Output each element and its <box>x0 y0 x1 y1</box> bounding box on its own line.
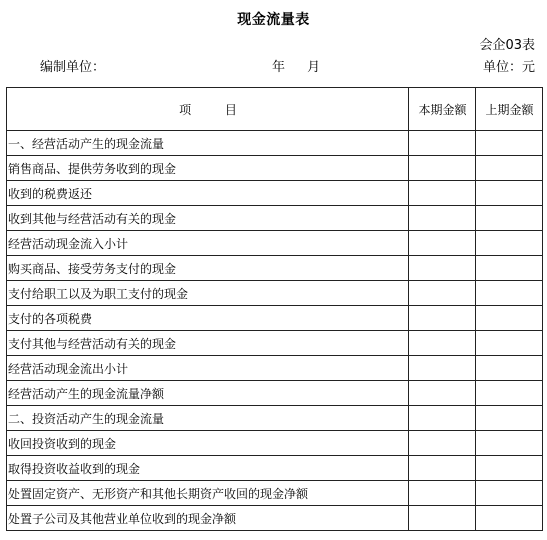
table-header-row <box>7 88 543 131</box>
row-item-label: 二、投资活动产生的现金流量 <box>7 406 409 431</box>
table-row <box>7 456 543 481</box>
table-row <box>7 506 543 531</box>
table-row <box>7 406 543 431</box>
table-row <box>7 231 543 256</box>
previous-amount-cell[interactable] <box>476 331 543 356</box>
previous-amount-cell[interactable] <box>476 256 543 281</box>
previous-amount-cell[interactable] <box>476 506 543 531</box>
row-item-label: 处置固定资产、无形资产和其他长期资产收回的现金净额 <box>7 481 409 506</box>
column-header-current-amount: 本期金额 <box>409 88 476 131</box>
row-item-label: 处置子公司及其他营业单位收到的现金净额 <box>7 506 409 531</box>
current-amount-cell[interactable] <box>409 131 476 156</box>
table-row <box>7 156 543 181</box>
table-row <box>7 381 543 406</box>
current-amount-cell[interactable] <box>409 431 476 456</box>
current-amount-cell[interactable] <box>409 381 476 406</box>
previous-amount-cell[interactable] <box>476 481 543 506</box>
reporting-unit-label: 编制单位： <box>40 60 106 75</box>
row-item-label: 经营活动产生的现金流量净额 <box>7 381 409 406</box>
current-amount-cell[interactable] <box>409 406 476 431</box>
row-item-label: 收到其他与经营活动有关的现金 <box>7 206 409 231</box>
current-amount-cell[interactable] <box>409 181 476 206</box>
table-row <box>7 356 543 381</box>
current-amount-cell[interactable] <box>409 356 476 381</box>
row-item-label: 取得投资收益收到的现金 <box>7 456 409 481</box>
row-item-label: 销售商品、提供劳务收到的现金 <box>7 156 409 181</box>
row-item-label: 支付其他与经营活动有关的现金 <box>7 331 409 356</box>
page-title: 现金流量表 <box>237 12 310 28</box>
previous-amount-cell[interactable] <box>476 231 543 256</box>
current-amount-cell[interactable] <box>409 481 476 506</box>
column-header-item: 项 目 <box>7 88 409 131</box>
previous-amount-cell[interactable] <box>476 156 543 181</box>
form-code: 会企03表 <box>479 38 535 53</box>
row-item-label: 收到的税费返还 <box>7 181 409 206</box>
column-header-previous-amount: 上期金额 <box>476 88 543 131</box>
current-amount-cell[interactable] <box>409 456 476 481</box>
row-item-label: 经营活动现金流入小计 <box>7 231 409 256</box>
period-label: 年 月 <box>272 60 321 75</box>
previous-amount-cell[interactable] <box>476 456 543 481</box>
currency-unit-label: 单位：元 <box>482 60 535 75</box>
table-row <box>7 431 543 456</box>
table-row <box>7 181 543 206</box>
row-item-label: 一、经营活动产生的现金流量 <box>7 131 409 156</box>
previous-amount-cell[interactable] <box>476 356 543 381</box>
current-amount-cell[interactable] <box>409 256 476 281</box>
previous-amount-cell[interactable] <box>476 131 543 156</box>
current-amount-cell[interactable] <box>409 306 476 331</box>
meta-row <box>0 56 547 74</box>
current-amount-cell[interactable] <box>409 506 476 531</box>
previous-amount-cell[interactable] <box>476 381 543 406</box>
previous-amount-cell[interactable] <box>476 206 543 231</box>
current-amount-cell[interactable] <box>409 331 476 356</box>
previous-amount-cell[interactable] <box>476 181 543 206</box>
table-row <box>7 256 543 281</box>
previous-amount-cell[interactable] <box>476 306 543 331</box>
table-row <box>7 131 543 156</box>
previous-amount-cell[interactable] <box>476 431 543 456</box>
current-amount-cell[interactable] <box>409 156 476 181</box>
table-row <box>7 206 543 231</box>
table-row <box>7 306 543 331</box>
table-row <box>7 331 543 356</box>
cash-flow-table <box>6 87 543 531</box>
previous-amount-cell[interactable] <box>476 406 543 431</box>
row-item-label: 支付给职工以及为职工支付的现金 <box>7 281 409 306</box>
current-amount-cell[interactable] <box>409 206 476 231</box>
current-amount-cell[interactable] <box>409 231 476 256</box>
table-row <box>7 281 543 306</box>
row-item-label: 支付的各项税费 <box>7 306 409 331</box>
previous-amount-cell[interactable] <box>476 281 543 306</box>
row-item-label: 经营活动现金流出小计 <box>7 356 409 381</box>
table-row <box>7 481 543 506</box>
row-item-label: 收回投资收到的现金 <box>7 431 409 456</box>
current-amount-cell[interactable] <box>409 281 476 306</box>
row-item-label: 购买商品、接受劳务支付的现金 <box>7 256 409 281</box>
